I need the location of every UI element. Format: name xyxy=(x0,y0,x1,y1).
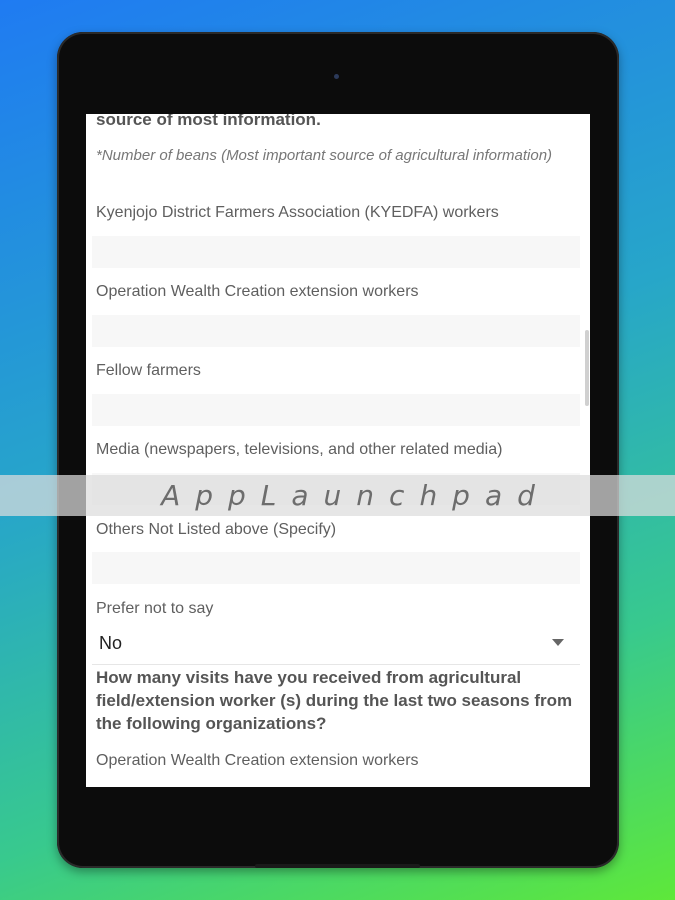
fellow-farmers-input[interactable] xyxy=(92,394,580,426)
visits-label-owc: Operation Wealth Creation extension workers xyxy=(96,752,419,769)
section-heading: source of most information. xyxy=(96,114,321,129)
others-input[interactable] xyxy=(92,552,580,584)
field-label-media: Media (newspapers, televisions, and other related media) xyxy=(96,441,503,458)
field-label-prefer-not: Prefer not to say xyxy=(96,600,214,617)
field-label-owc: Operation Wealth Creation extension workers xyxy=(96,283,419,300)
field-label-fellow-farmers: Fellow farmers xyxy=(96,362,201,379)
kyedfa-input[interactable] xyxy=(92,236,580,268)
scrollbar[interactable] xyxy=(585,330,589,406)
field-hint: *Number of beans (Most important source of agricultural information) xyxy=(96,147,553,164)
visits-question: How many visits have you received from agricultural field/extension worker (s) during the last two seasons from the following organizations? xyxy=(96,668,573,733)
watermark-text: AppLaunchpad xyxy=(161,479,550,512)
chevron-down-icon[interactable] xyxy=(552,639,564,646)
field-label-others: Others Not Listed above (Specify) xyxy=(96,521,337,538)
field-label-kyedfa: Kyenjojo District Farmers Association (KYEDFA) workers xyxy=(96,204,499,221)
prefer-not-select[interactable]: No xyxy=(99,633,123,653)
camera-icon xyxy=(334,74,339,79)
watermark-banner xyxy=(0,475,675,516)
select-underline xyxy=(92,664,580,665)
survey-form xyxy=(86,114,590,787)
owc-input[interactable] xyxy=(92,315,580,347)
app-screen xyxy=(86,114,590,787)
device-bottom-edge xyxy=(255,864,420,868)
